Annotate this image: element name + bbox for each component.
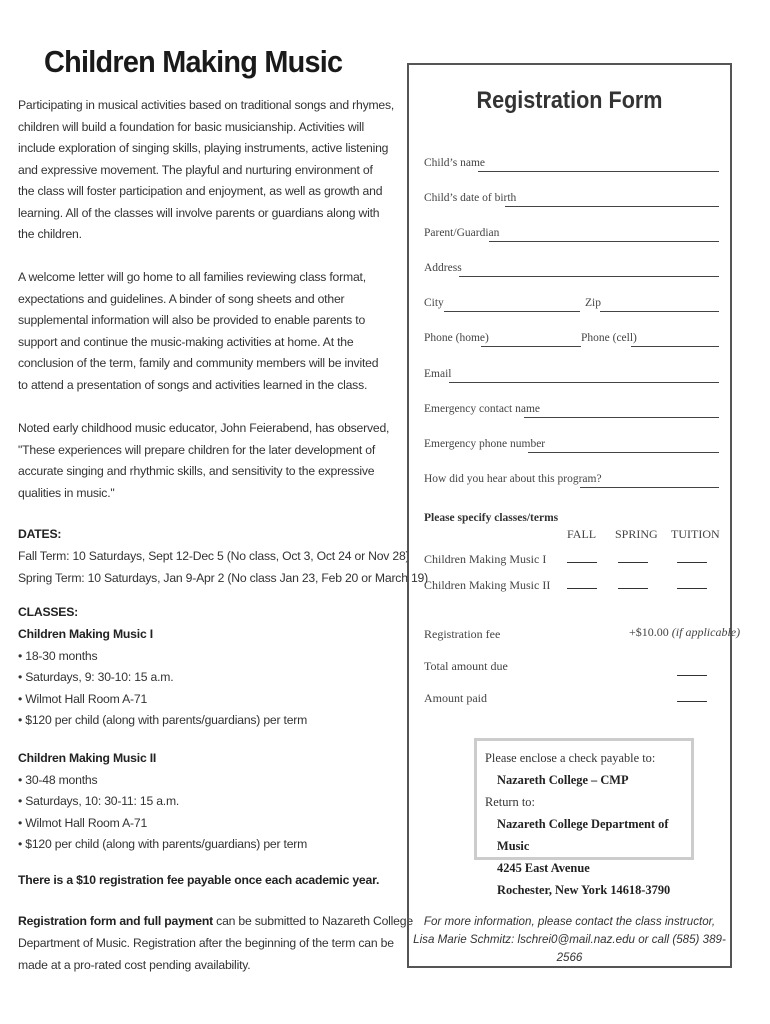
- class-2-spring-blank[interactable]: [618, 588, 648, 589]
- welcome-line: to attend a presentation of songs and activities learned in the class.: [18, 378, 368, 392]
- child-name-input[interactable]: [478, 171, 719, 172]
- class-2-detail: • Saturdays, 10: 30-11: 15 a.m.: [18, 794, 180, 808]
- class-2-detail: • $120 per child (along with parents/guardians) per term: [18, 837, 308, 851]
- payment-line: Department of Music. Registration after the beginning of the term can be: [18, 936, 394, 950]
- fee-note: (if applicable): [671, 625, 741, 639]
- class-1-name: Children Making Music I: [18, 627, 153, 641]
- mail-street: 4245 East Avenue: [497, 861, 590, 875]
- intro-line: Participating in musical activities based on traditional songs and rhymes,: [18, 98, 395, 112]
- dates-heading: DATES:: [18, 527, 62, 541]
- form-title: Registration Form: [476, 87, 663, 114]
- phone-home-label: Phone (home): [424, 332, 489, 344]
- quote-line: accurate singing and rhythmic skills, and sensitivity to the expressive: [18, 464, 375, 478]
- welcome-line: conclusion of the term, family and community members will be invited: [18, 356, 379, 370]
- classes-terms-heading: Please specify classes/terms: [424, 512, 559, 524]
- spring-term: Spring Term: 10 Saturdays, Jan 9-Apr 2 (No class Jan 23, Feb 20 or March 19): [18, 571, 428, 585]
- welcome-line: support and continue the music-making activities at home. At the: [18, 335, 354, 349]
- mail-department: Nazareth College Department of Music: [497, 817, 669, 853]
- mail-return-label: Return to:: [485, 795, 535, 809]
- registration-form: [407, 63, 741, 968]
- intro-line: and expressive movement. The playful and nurturing environment of: [18, 163, 373, 177]
- class-1-detail: • $120 per child (along with parents/guardians) per term: [18, 713, 308, 727]
- class-row-1-label: Children Making Music I: [424, 552, 547, 566]
- phone-cell-input[interactable]: [631, 346, 719, 347]
- class-row-2-label: Children Making Music II: [424, 578, 551, 592]
- tuition-column-header: TUITION: [671, 527, 720, 541]
- mail-city: Rochester, New York 14618-3790: [497, 883, 671, 897]
- quote-line: qualities in music.": [18, 486, 115, 500]
- class-1-fall-blank[interactable]: [567, 562, 597, 563]
- payment-line: [18, 911, 413, 933]
- payment-bold: Registration form and full payment: [18, 914, 213, 928]
- welcome-line: expectations and guidelines. A binder of song sheets and other: [18, 292, 345, 306]
- class-2-name: Children Making Music II: [18, 751, 157, 765]
- mail-payee: Nazareth College – CMP: [497, 773, 629, 787]
- welcome-line: A welcome letter will go home to all families reviewing class format,: [18, 270, 366, 284]
- dob-label: Child’s date of birth: [424, 192, 517, 204]
- payment-rest: can be submitted to Nazareth College: [213, 914, 413, 928]
- address-label: Address: [424, 262, 462, 274]
- class-1-detail: • Wilmot Hall Room A-71: [18, 692, 148, 706]
- class-1-detail: • 18-30 months: [18, 649, 98, 663]
- classes-heading: CLASSES:: [18, 605, 79, 619]
- class-2-tuition-blank[interactable]: [677, 588, 707, 589]
- emergency-phone-label: Emergency phone number: [424, 438, 546, 450]
- email-label: Email: [424, 368, 452, 380]
- page-title: Children Making Music: [44, 44, 343, 79]
- intro-line: learning. All of the classes will involve parents or guardians along with: [18, 206, 380, 220]
- quote-line: Noted early childhood music educator, John Feierabend, has observed,: [18, 421, 390, 435]
- class-2-detail: • Wilmot Hall Room A-71: [18, 816, 148, 830]
- parent-label: Parent/Guardian: [424, 227, 500, 239]
- fee-note: There is a $10 registration fee payable once each academic year.: [18, 873, 380, 887]
- class-1-tuition-blank[interactable]: [677, 562, 707, 563]
- welcome-line: supplemental information will also be provided to enable parents to: [18, 313, 366, 327]
- intro-line: the children.: [18, 227, 82, 241]
- mailing-instructions: [474, 738, 694, 897]
- total-due-blank[interactable]: [677, 675, 707, 676]
- heard-input[interactable]: [580, 487, 719, 488]
- contact-info: [409, 913, 730, 967]
- amount-paid-label: Amount paid: [424, 691, 487, 705]
- intro-line: include exploration of singing skills, playing instruments, active listening: [18, 141, 389, 155]
- zip-input[interactable]: [600, 311, 719, 312]
- contact-line-2: Lisa Marie Schmitz: lschrei0@mail.naz.edu or call (585) 389-2566: [413, 933, 726, 964]
- class-1-spring-blank[interactable]: [618, 562, 648, 563]
- class-1-detail: • Saturdays, 9: 30-10: 15 a.m.: [18, 670, 174, 684]
- registration-fee-label: Registration fee: [424, 627, 501, 641]
- fall-column-header: FALL: [567, 527, 597, 541]
- emergency-name-label: Emergency contact name: [424, 403, 541, 415]
- contact-line-1: For more information, please contact the class instructor,: [423, 915, 716, 928]
- quote-line: "These experiences will prepare children for the later development of: [18, 443, 376, 457]
- total-due-label: Total amount due: [424, 659, 508, 673]
- fee-amount: +$10.00: [629, 625, 669, 639]
- class-2-detail: • 30-48 months: [18, 773, 98, 787]
- emergency-name-input[interactable]: [524, 417, 719, 418]
- city-label: City: [424, 297, 444, 309]
- payment-line: made at a pro-rated cost pending availability.: [18, 958, 251, 972]
- dob-input[interactable]: [505, 206, 719, 207]
- heard-label: How did you hear about this program?: [424, 473, 602, 485]
- parent-input[interactable]: [489, 241, 719, 242]
- zip-label: Zip: [585, 297, 601, 309]
- class-2-fall-blank[interactable]: [567, 588, 597, 589]
- phone-cell-label: Phone (cell): [581, 332, 637, 344]
- intro-line: children will build a foundation for basic musicianship. Activities will: [18, 120, 364, 134]
- email-input[interactable]: [449, 382, 719, 383]
- child-name-label: Child’s name: [424, 157, 486, 169]
- mail-line-1: Please enclose a check payable to:: [485, 751, 656, 765]
- spring-column-header: SPRING: [615, 527, 658, 541]
- fall-term: Fall Term: 10 Saturdays, Sept 12-Dec 5 (No class, Oct 3, Oct 24 or Nov 28): [18, 549, 410, 563]
- registration-fee-value: [629, 625, 740, 640]
- amount-paid-blank[interactable]: [677, 701, 707, 702]
- address-input[interactable]: [459, 276, 719, 277]
- intro-line: the class will foster participation and enjoyment, as well as growth and: [18, 184, 383, 198]
- city-input[interactable]: [444, 311, 580, 312]
- phone-home-input[interactable]: [481, 346, 581, 347]
- emergency-phone-input[interactable]: [528, 452, 719, 453]
